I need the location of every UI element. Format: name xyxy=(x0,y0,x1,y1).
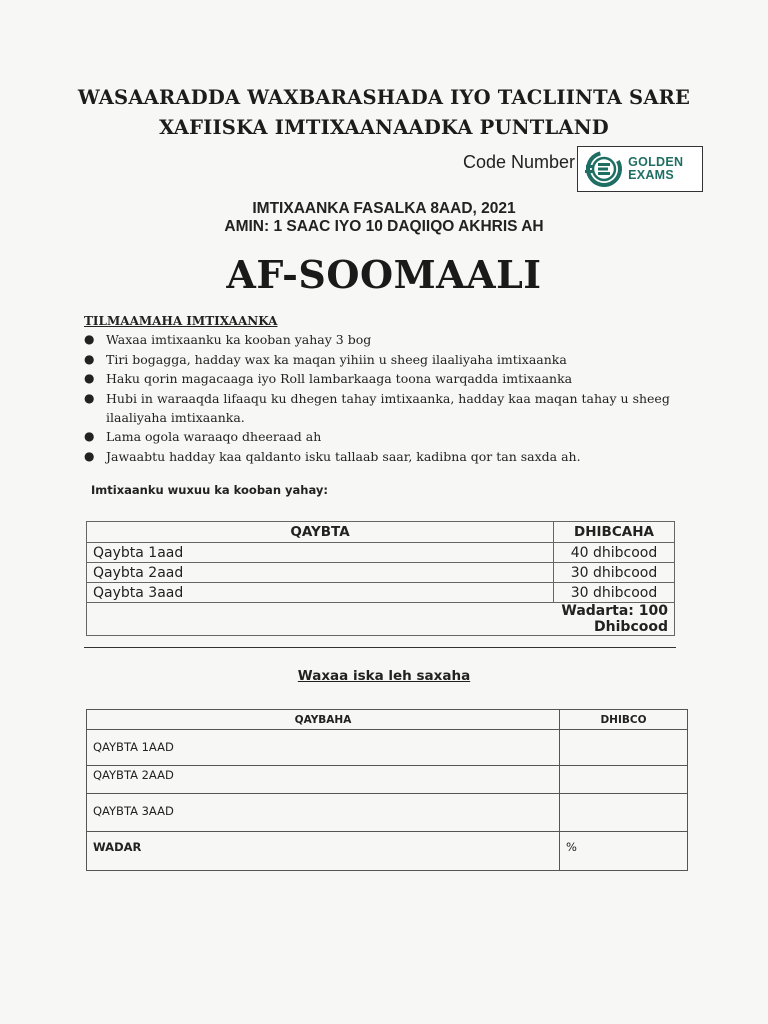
grading-total-label: WADAR xyxy=(87,832,560,871)
instruction-item: ● Tiri bogagga, hadday wax ka maqan yihiin u sheeg ilaaliyaha imtixaanka xyxy=(84,351,567,367)
structure-intro: Imtixaanku wuxuu ka kooban yahay: xyxy=(91,483,328,497)
grading-section-cell: QAYBTA 1AAD xyxy=(87,730,560,766)
code-number-box xyxy=(577,146,703,192)
instructions-heading: TILMAAMAHA IMTIXAANKA xyxy=(84,314,278,328)
grading-row xyxy=(87,794,688,832)
section-cell: Qaybta 2aad xyxy=(87,563,554,583)
grader-note: Waxaa iska leh saxaha xyxy=(297,668,471,684)
column-header-sections: QAYBAHA xyxy=(87,710,560,730)
exam-title: IMTIXAANKA FASALKA 8AAD, 2021 xyxy=(252,200,516,217)
grading-total-value[interactable]: % xyxy=(560,832,688,871)
exam-structure-table xyxy=(86,521,675,636)
column-header-points: DHIBCAHA xyxy=(554,522,675,543)
instruction-item: ● Hubi in waraaqda lifaaqu ku dhegen tahay imtixaanka, hadday kaa maqan tahay u sheeg ilaaliyaha imtixaanka. xyxy=(84,390,670,425)
section-cell: Qaybta 3aad xyxy=(87,583,554,603)
golden-exams-logo-icon xyxy=(584,149,624,189)
bullet-icon: ● xyxy=(84,429,95,443)
grading-section-cell: QAYBTA 2AAD xyxy=(87,766,560,794)
section-cell: Qaybta 1aad xyxy=(87,543,554,563)
total-points-cell: Wadarta: 100 Dhibcood xyxy=(554,603,675,636)
code-number-label: Code Number xyxy=(463,151,576,172)
total-row xyxy=(87,603,675,636)
bullet-icon: ● xyxy=(84,390,95,405)
table-header-row xyxy=(87,522,675,543)
grading-row xyxy=(87,730,688,766)
ministry-header xyxy=(0,83,768,143)
points-cell: 30 dhibcood xyxy=(554,583,675,603)
grading-section-cell: QAYBTA 3AAD xyxy=(87,794,560,832)
bullet-icon: ● xyxy=(84,351,95,366)
instruction-item: ● Haku qorin magacaaga iyo Roll lambarkaaga toona warqadda imtixaanka xyxy=(84,371,573,386)
golden-exams-logo-text xyxy=(628,156,683,182)
logo-line-golden: GOLDEN xyxy=(628,155,684,169)
exam-office-name: XAFIISKA IMTIXAANAADKA PUNTLAND xyxy=(159,116,609,139)
subject-title: AF-SOOMAALI xyxy=(226,252,542,297)
score-entry-cell[interactable] xyxy=(560,766,688,794)
score-entry-cell[interactable] xyxy=(560,730,688,766)
instruction-item: ● Jawaabtu hadday kaa qaldanto isku tallaab saar, kadibna qor tan saxda ah. xyxy=(84,448,581,464)
grading-row xyxy=(87,766,688,794)
grading-table xyxy=(86,709,688,871)
instruction-item: ● Waxaa imtixaanku ka kooban yahay 3 bog xyxy=(84,332,372,347)
logo-line-exams: EXAMS xyxy=(628,168,675,182)
bullet-icon: ● xyxy=(84,332,95,346)
points-cell: 30 dhibcood xyxy=(554,563,675,583)
exam-meta xyxy=(0,200,768,236)
table-row xyxy=(87,563,675,583)
section-divider xyxy=(84,647,676,648)
bullet-icon: ● xyxy=(84,448,95,463)
score-entry-cell[interactable] xyxy=(560,794,688,832)
code-number-row xyxy=(463,146,703,192)
bullet-icon: ● xyxy=(84,371,95,385)
instructions-list xyxy=(84,330,704,466)
grading-header-row xyxy=(87,710,688,730)
exam-duration: AMIN: 1 SAAC IYO 10 DAQIIQO AKHRIS AH xyxy=(224,218,544,235)
ministry-name: WASAARADDA WAXBARASHADA IYO TACLIINTA SARE xyxy=(77,86,691,109)
table-row xyxy=(87,543,675,563)
points-cell: 40 dhibcood xyxy=(554,543,675,563)
grading-total-row xyxy=(87,832,688,871)
total-blank-cell xyxy=(87,603,554,636)
table-row xyxy=(87,583,675,603)
column-header-score: DHIBCO xyxy=(560,710,688,730)
instruction-item: ● Lama ogola waraaqo dheeraad ah xyxy=(84,429,322,444)
column-header-section: QAYBTA xyxy=(87,522,554,543)
